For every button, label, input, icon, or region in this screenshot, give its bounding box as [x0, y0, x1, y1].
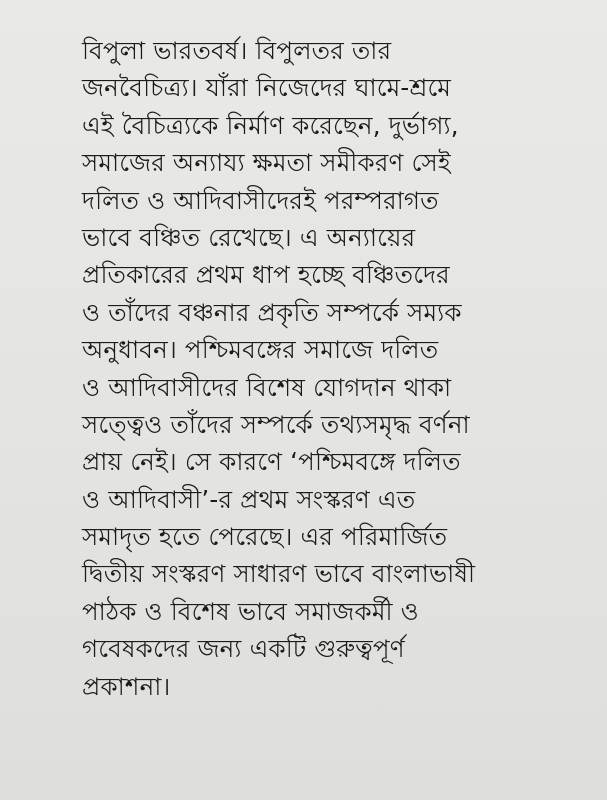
text-line: প্রকাশনা। [82, 671, 171, 701]
text-line: ও আদিবাসী’-র প্রথম সংস্করণ এত [82, 484, 416, 514]
blurb-paragraph [82, 32, 592, 705]
text-line: বিপুলা ভারতবর্ষ। বিপুলতর তার [82, 36, 392, 65]
text-line: দলিত ও আদিবাসীদেরই পরম্পরাগত [82, 185, 439, 215]
text-line: দ্বিতীয় সংস্করণ সাধারণ ভাবে বাংলাভাষী [82, 559, 476, 589]
text-line: সত্ত্বেও তাঁদের সম্পর্কে তথ্যসমৃদ্ধ বর্ণনা [82, 409, 470, 439]
text-line: ও আদিবাসীদের বিশেষ যোগদান থাকা [82, 372, 452, 402]
text-line: গবেষকদের জন্য একটি গুরুত্বপূর্ণ [82, 634, 405, 664]
text-line: সমাজের অন্যায্য ক্ষমতা সমীকরণ সেই [82, 148, 451, 178]
text-line: এই বৈচিত্র্যকে নির্মাণ করেছেন, দুর্ভাগ্য, [82, 110, 459, 140]
text-line: প্রায় নেই। সে কারণে ‘পশ্চিমবঙ্গে দলিত [82, 447, 461, 477]
text-line: ভাবে বঞ্চিত রেখেছে। এ অন্যায়ের [82, 222, 416, 252]
text-line: অনুধাবন। পশ্চিমবঙ্গের সমাজে দলিত [82, 335, 439, 365]
text-line: সমাদৃত হতে পেরেছে। এর পরিমার্জিত [82, 522, 448, 552]
text-line: জনবৈচিত্র্য। যাঁরা নিজেদের ঘামে-শ্রমে [82, 73, 452, 103]
text-line: প্রতিকারের প্রথম ধাপ হচ্ছে বঞ্চিতদের [82, 260, 450, 290]
text-line: পাঠক ও বিশেষ ভাবে সমাজকর্মী ও [82, 596, 419, 626]
text-line: ও তাঁদের বঞ্চনার প্রকৃতি সম্পর্কে সম্যক [82, 297, 462, 327]
